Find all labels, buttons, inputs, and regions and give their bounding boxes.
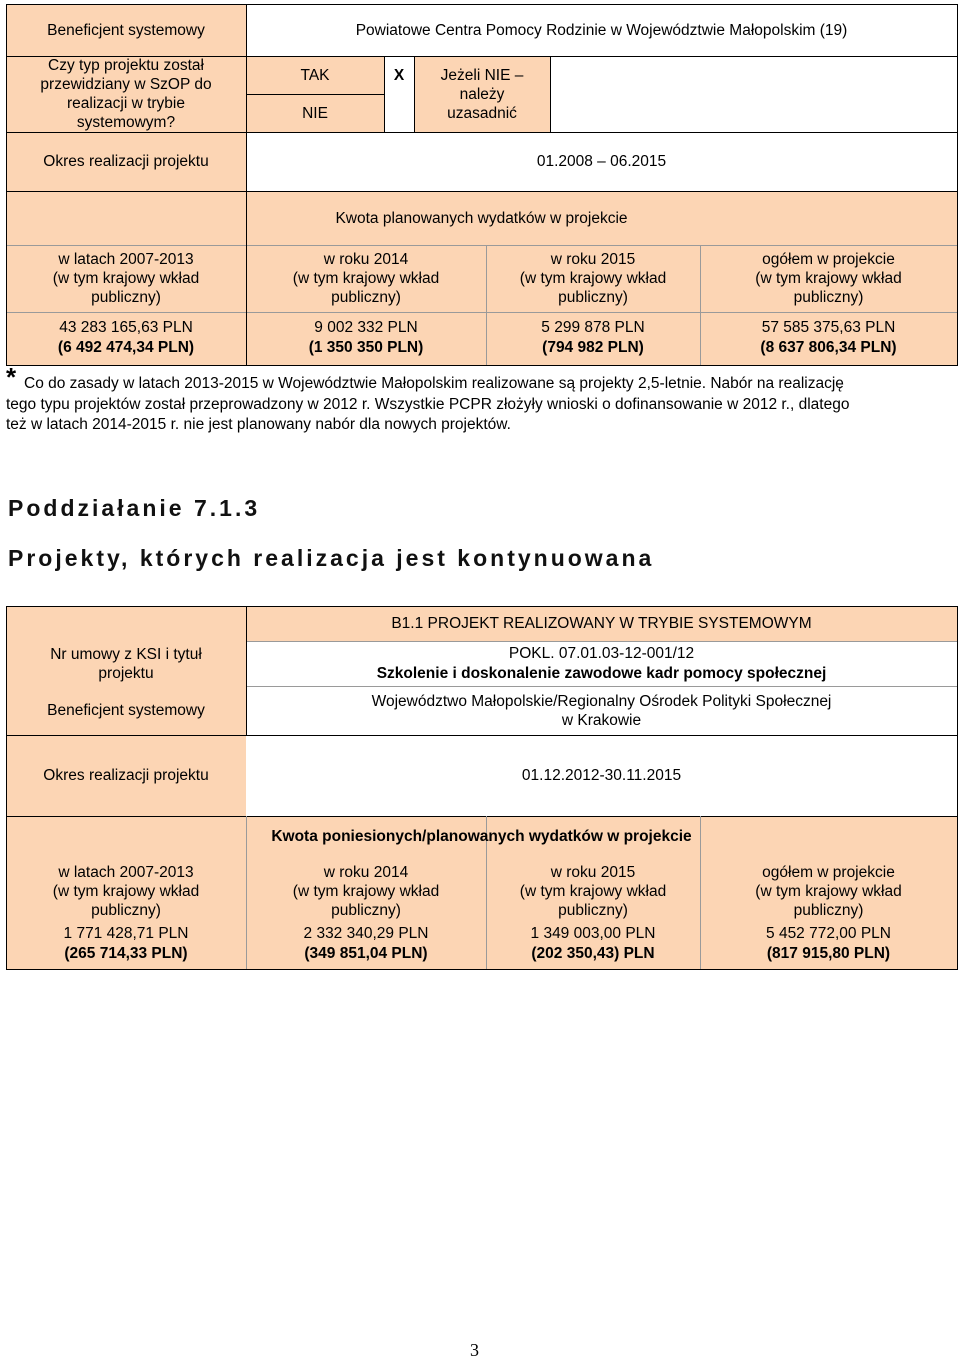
question-label: Czy typ projektu został przewidziany w SzOP do realizacji w trybie systemowym? xyxy=(40,57,212,131)
col-header-2014: w roku 2014 (w tym krajowy wkład publiczny) xyxy=(292,251,440,306)
project-title: Szkolenie i doskonalenie zawodowe kadr pomocy społecznej xyxy=(376,665,827,682)
beneficjent-label: Beneficjent systemowy xyxy=(47,701,205,719)
amount-value: 1 349 003,00 PLN xyxy=(530,925,656,942)
nie-label: NIE xyxy=(302,104,328,122)
col-header-ogolem: ogółem w projekcie (w tym krajowy wkład publiczny) xyxy=(755,863,902,919)
page-number: 3 xyxy=(470,1340,479,1360)
table-2 xyxy=(0,600,960,970)
col-header-2014: w roku 2014 (w tym krajowy wkład publiczny) xyxy=(292,863,440,919)
col-header-2015: w roku 2015 (w tym krajowy wkład publiczny) xyxy=(519,863,667,919)
kwota-header: Kwota planowanych wydatków w projekcie xyxy=(335,209,628,227)
okres-label: Okres realizacji projektu xyxy=(43,767,209,784)
amount-cell-ogolem xyxy=(700,924,957,964)
amount-value: 5 452 772,00 PLN xyxy=(766,925,891,942)
nie-checkbox[interactable] xyxy=(384,94,414,132)
col-header-2007-2013: w latach 2007-2013 (w tym krajowy wkład publiczny) xyxy=(52,251,200,306)
krajowy-value: (817 915,80 PLN) xyxy=(766,945,891,962)
beneficjent-value: Województwo Małopolskie/Regionalny Ośrodek Polityki Społecznej w Krakowie xyxy=(371,692,832,729)
krajowy-value: (794 982 PLN) xyxy=(542,339,644,356)
table-1 xyxy=(0,0,960,370)
col-header-2007-2013: w latach 2007-2013 (w tym krajowy wkład publiczny) xyxy=(52,863,200,919)
tak-checkbox[interactable]: X xyxy=(393,66,405,84)
projekty-heading: Projekty, których realizacja jest kontynuowana xyxy=(8,545,655,571)
kwota-header: Kwota poniesionych/planowanych wydatków w projekcie xyxy=(271,827,692,845)
amount-value: 9 002 332 PLN xyxy=(314,319,418,336)
footnote-line-1: Co do zasady w latach 2013-2015 w Województwie Małopolskim realizowane są projekty 2,5-letnie. Nabór na realizację xyxy=(24,375,844,392)
amount-cell-ogolem xyxy=(700,318,957,358)
amount-cell-2007-2013 xyxy=(6,318,246,358)
amount-value: 5 299 878 PLN xyxy=(541,319,645,336)
amount-cell-2015 xyxy=(486,924,700,964)
amount-cell-2007-2013 xyxy=(6,924,246,964)
footnote-line-2: tego typu projektów został przeprowadzony w 2012 r. Wszystkie PCPR złożyły wnioski o dofinansowanie w 2012 r., dlatego xyxy=(6,396,850,413)
amount-value: 43 283 165,63 PLN xyxy=(59,319,193,336)
uzasadnienie-field[interactable] xyxy=(550,56,957,132)
beneficjent-value: Powiatowe Centra Pomocy Rodzinie w Województwie Małopolskim (19) xyxy=(355,21,848,39)
pokl-number: POKL. 07.01.03-12-001/12 xyxy=(508,645,695,662)
okres-value: 01.12.2012-30.11.2015 xyxy=(521,767,682,784)
footnote-star: * xyxy=(6,362,17,392)
okres-value: 01.2008 – 06.2015 xyxy=(536,153,667,170)
beneficjent-label: Beneficjent systemowy xyxy=(47,21,205,39)
krajowy-value: (202 350,43) PLN xyxy=(531,945,655,962)
poddzialanie-heading: Poddziałanie 7.1.3 xyxy=(8,495,261,521)
amount-cell-2014 xyxy=(246,924,486,964)
amount-value: 2 332 340,29 PLN xyxy=(303,925,429,942)
jezeli-label: Jeżeli NIE – należy uzasadnić xyxy=(440,66,524,122)
b11-header: B1.1 PROJEKT REALIZOWANY W TRYBIE SYSTEMOWYM xyxy=(391,615,812,632)
krajowy-value: (265 714,33 PLN) xyxy=(64,945,188,962)
krajowy-value: (349 851,04 PLN) xyxy=(304,945,428,962)
okres-label: Okres realizacji projektu xyxy=(43,153,209,170)
amount-value: 57 585 375,63 PLN xyxy=(761,319,896,336)
amount-cell-2014 xyxy=(246,318,486,358)
krajowy-value: (1 350 350 PLN) xyxy=(308,339,424,356)
footnote-line-3: też w latach 2014-2015 r. nie jest planowany nabór dla nowych projektów. xyxy=(6,416,511,433)
col-header-2015: w roku 2015 (w tym krajowy wkład publiczny) xyxy=(519,251,667,306)
krajowy-value: (6 492 474,34 PLN) xyxy=(57,339,195,356)
col-header-ogolem: ogółem w projekcie (w tym krajowy wkład publiczny) xyxy=(755,251,902,306)
nr-umowy-label: Nr umowy z KSI i tytuł projektu xyxy=(50,645,202,682)
tak-label: TAK xyxy=(300,66,330,84)
pokl-cell xyxy=(246,644,957,684)
amount-cell-2015 xyxy=(486,318,700,358)
amount-value: 1 771 428,71 PLN xyxy=(63,925,189,942)
krajowy-value: (8 637 806,34 PLN) xyxy=(760,339,897,356)
